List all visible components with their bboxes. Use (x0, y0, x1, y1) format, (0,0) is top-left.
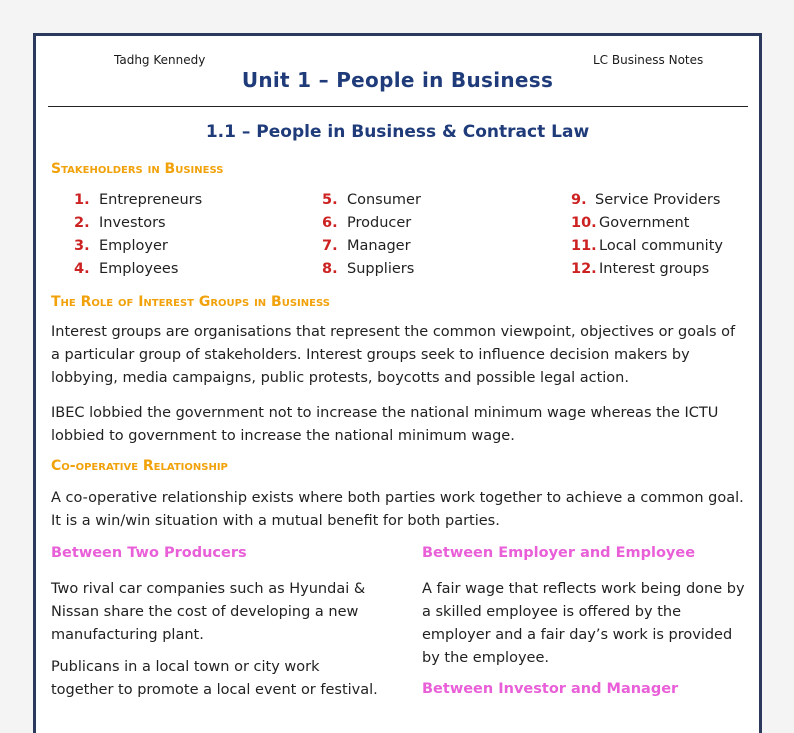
list-item: 10. Government (571, 215, 690, 231)
list-item: 6. Producer (322, 215, 412, 231)
list-item: 4. Employees (74, 261, 179, 277)
notes-label: LC Business Notes (593, 53, 704, 67)
cooperative-heading: Co-operative Relationship (51, 458, 228, 474)
list-item: 7. Manager (322, 238, 411, 254)
interest-groups-heading: The Role of Interest Groups in Business (51, 294, 330, 310)
employer-employee-heading: Between Employer and Employee (422, 545, 696, 561)
author-name: Tadhg Kennedy (114, 53, 206, 67)
list-item: 11. Local community (571, 238, 723, 254)
two-producers-paragraph: Two rival car companies such as Hyundai & Nissan share the cost of developing a new manufacturing plant. (51, 581, 366, 643)
list-item: 5. Consumer (322, 192, 421, 208)
two-producers-heading: Between Two Producers (51, 545, 247, 561)
cooperative-paragraph: A co-operative relationship exists where both parties work together to achieve a common goal. It is a win/win situation with a mutual benefit for both parties. (51, 490, 744, 529)
stakeholders-heading: Stakeholders in Business (51, 161, 224, 177)
publicans-paragraph: Publicans in a local town or city work together to promote a local event or festival. (51, 659, 378, 698)
interest-groups-paragraph: Interest groups are organisations that represent the common viewpoint, objectives or goals of a particular group of stakeholders. Interest groups seek to influence decision makers by lobbying, media campaigns, public protests, boycotts and possible legal action. (51, 324, 736, 386)
list-item: 9. Service Providers (571, 192, 721, 208)
investor-manager-heading: Between Investor and Manager (422, 681, 679, 697)
interest-groups-example: IBEC lobbied the government not to increase the national minimum wage whereas the ICTU lobbied to government to increase the national minimum wage. (51, 405, 719, 444)
list-item: 2. Investors (74, 215, 166, 231)
list-item: 3. Employer (74, 238, 168, 254)
document-page (33, 33, 762, 733)
section-title: 1.1 – People in Business & Contract Law (205, 122, 590, 142)
employer-employee-paragraph: A fair wage that reflects work being done by a skilled employee is offered by the employer and a fair day’s work is provided by the employee. (422, 581, 745, 666)
unit-title: Unit 1 – People in Business (241, 68, 554, 92)
header-divider (48, 106, 748, 107)
list-item: 12. Interest groups (571, 261, 710, 277)
list-item: 8. Suppliers (322, 261, 415, 277)
list-item: 1. Entrepreneurs (74, 192, 203, 208)
